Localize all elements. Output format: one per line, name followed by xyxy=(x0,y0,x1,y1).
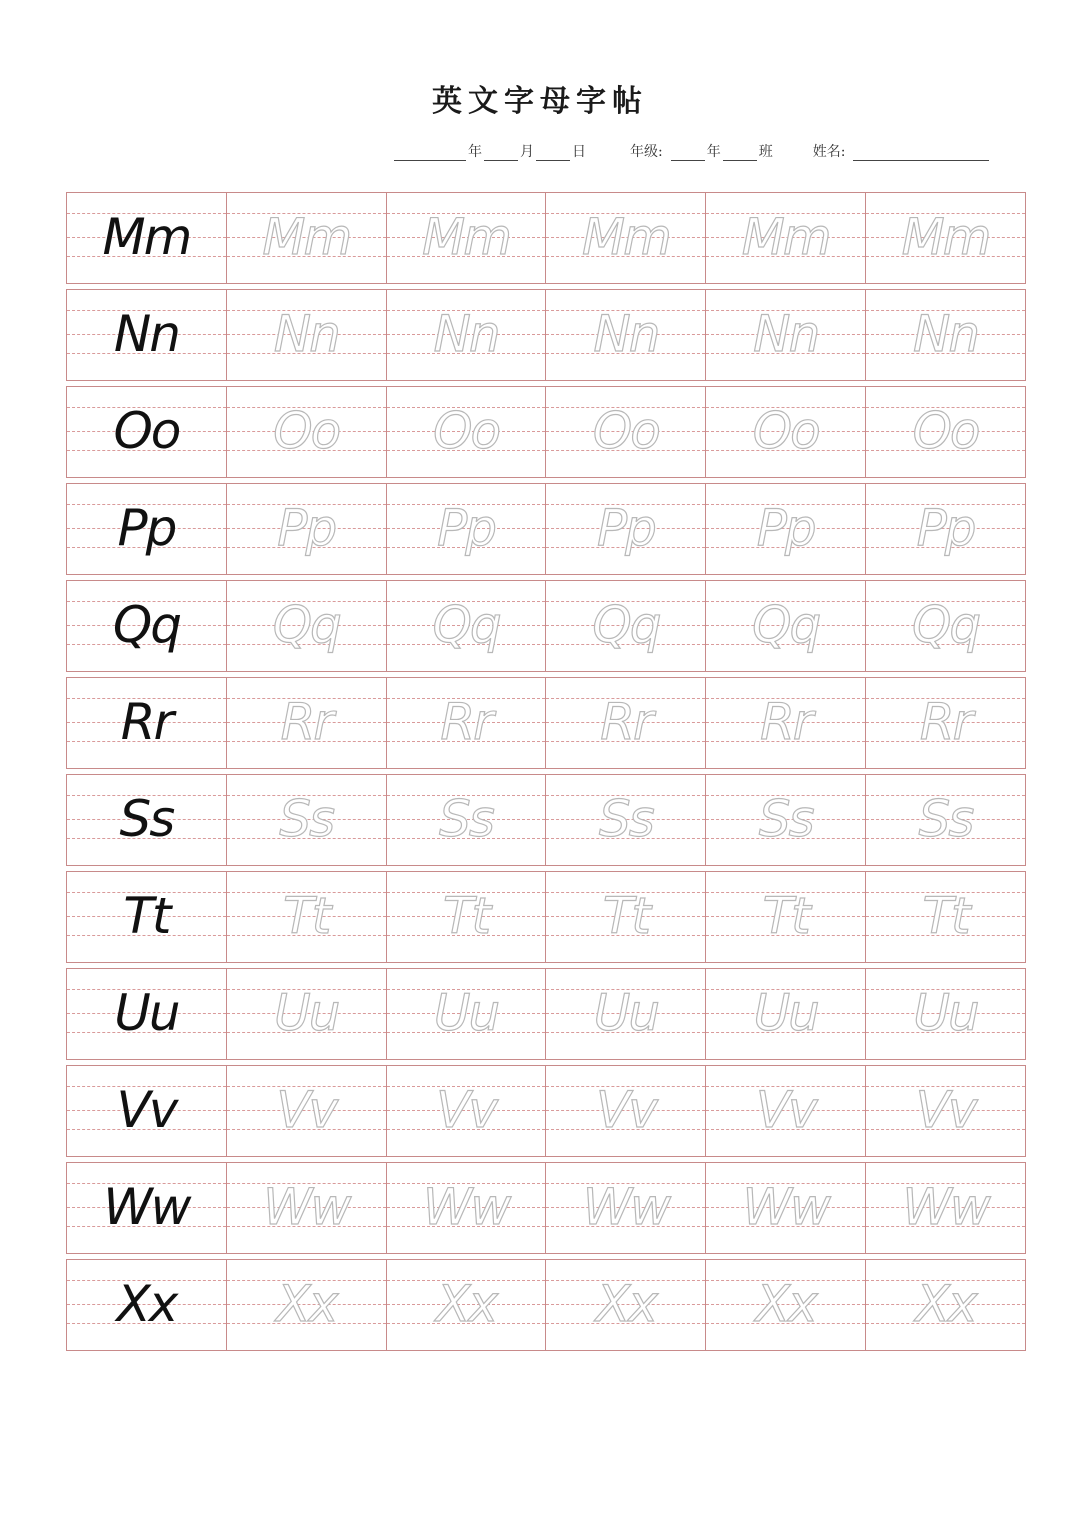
tracing-cell[interactable] xyxy=(386,678,546,768)
trace-letters: Rr xyxy=(919,693,972,751)
date-day-label: 日 xyxy=(572,144,586,160)
practice-row xyxy=(66,1065,1026,1157)
trace-letters: Ww xyxy=(263,1178,350,1236)
model-cell xyxy=(67,969,226,1059)
tracing-cell[interactable] xyxy=(226,290,386,380)
trace-letters: Ss xyxy=(599,790,653,848)
trace-letters: Vv xyxy=(276,1081,337,1139)
trace-letters: Xx xyxy=(276,1275,337,1333)
name-label: 姓名: xyxy=(812,144,846,160)
date-year-blank[interactable] xyxy=(394,144,466,161)
model-cell xyxy=(67,193,226,283)
model-letters: Ss xyxy=(119,790,174,848)
trace-letters: Ww xyxy=(582,1178,670,1236)
grade-label: 年级: xyxy=(630,144,663,160)
tracing-cell[interactable] xyxy=(865,581,1025,671)
tracing-cell[interactable] xyxy=(545,581,705,671)
trace-letters: Nn xyxy=(753,305,819,363)
tracing-cell[interactable] xyxy=(545,775,705,865)
tracing-cell[interactable] xyxy=(386,1066,546,1156)
practice-row xyxy=(66,871,1026,963)
model-cell xyxy=(67,484,226,574)
model-cell xyxy=(67,387,226,477)
practice-row xyxy=(66,1259,1026,1351)
trace-letters: Rr xyxy=(440,693,492,751)
tracing-cell[interactable] xyxy=(545,1260,705,1350)
trace-letters: Oo xyxy=(273,402,340,460)
tracing-cell[interactable] xyxy=(865,484,1025,574)
tracing-cell[interactable] xyxy=(226,1163,386,1253)
tracing-cell[interactable] xyxy=(386,1163,546,1253)
model-cell xyxy=(67,1066,226,1156)
page-title: 英文字母字帖 xyxy=(432,84,648,119)
tracing-cell[interactable] xyxy=(545,678,705,768)
practice-grid xyxy=(66,192,1026,1356)
tracing-cell[interactable] xyxy=(705,1066,865,1156)
trace-letters: Xx xyxy=(755,1275,816,1333)
trace-letters: Tt xyxy=(922,887,969,945)
trace-letters: Nn xyxy=(433,305,499,363)
date-month-blank[interactable] xyxy=(484,144,518,161)
tracing-cell[interactable] xyxy=(386,1260,546,1350)
trace-letters: Ss xyxy=(758,790,813,848)
practice-row xyxy=(66,580,1026,672)
model-cell xyxy=(67,872,226,962)
model-letters: Qq xyxy=(112,596,180,654)
tracing-cell[interactable] xyxy=(226,969,386,1059)
model-letters: Tt xyxy=(123,887,170,945)
grade-year-label: 年 xyxy=(706,144,721,160)
tracing-cell[interactable] xyxy=(545,1163,705,1253)
trace-letters: Uu xyxy=(753,984,818,1042)
trace-letters: Ww xyxy=(742,1178,829,1236)
trace-letters: Qq xyxy=(272,596,340,654)
tracing-cell[interactable] xyxy=(386,290,546,380)
model-letters: Pp xyxy=(117,499,176,557)
tracing-cell[interactable] xyxy=(705,872,865,962)
tracing-cell[interactable] xyxy=(705,484,865,574)
tracing-cell[interactable] xyxy=(386,581,546,671)
tracing-cell[interactable] xyxy=(705,969,865,1059)
trace-letters: Mm xyxy=(901,208,990,266)
trace-letters: Vv xyxy=(436,1081,496,1139)
trace-letters: Tt xyxy=(762,887,809,945)
trace-letters: Vv xyxy=(915,1081,976,1139)
tracing-cell[interactable] xyxy=(226,775,386,865)
tracing-cell[interactable] xyxy=(386,775,546,865)
tracing-cell[interactable] xyxy=(226,1260,386,1350)
tracing-cell[interactable] xyxy=(545,872,705,962)
model-letters: Ww xyxy=(103,1178,190,1236)
tracing-cell[interactable] xyxy=(865,969,1025,1059)
trace-letters: Rr xyxy=(760,693,812,751)
tracing-cell[interactable] xyxy=(705,193,865,283)
trace-letters: Oo xyxy=(752,402,819,460)
trace-letters: Uu xyxy=(593,984,659,1042)
tracing-cell[interactable] xyxy=(545,484,705,574)
tracing-cell[interactable] xyxy=(226,387,386,477)
trace-letters: Tt xyxy=(283,887,330,945)
trace-letters: Qq xyxy=(752,596,820,654)
tracing-cell[interactable] xyxy=(865,1066,1025,1156)
trace-letters: Uu xyxy=(913,984,978,1042)
class-label: 班 xyxy=(758,144,773,160)
model-letters: Mm xyxy=(102,208,191,266)
tracing-cell[interactable] xyxy=(865,775,1025,865)
trace-letters: Mm xyxy=(581,208,670,266)
model-cell xyxy=(67,581,226,671)
tracing-cell[interactable] xyxy=(386,969,546,1059)
model-cell xyxy=(67,775,226,865)
trace-letters: Ss xyxy=(439,790,493,848)
trace-letters: Mm xyxy=(422,208,510,266)
tracing-cell[interactable] xyxy=(865,1260,1025,1350)
trace-letters: Oo xyxy=(912,402,979,460)
trace-letters: Mm xyxy=(262,208,351,266)
trace-letters: Nn xyxy=(593,305,659,363)
tracing-cell[interactable] xyxy=(705,1260,865,1350)
class-blank[interactable] xyxy=(723,144,757,161)
tracing-cell[interactable] xyxy=(865,387,1025,477)
model-letters: Rr xyxy=(120,693,173,751)
date-month-label: 月 xyxy=(520,144,534,160)
trace-letters: Ss xyxy=(279,790,334,848)
tracing-cell[interactable] xyxy=(865,1163,1025,1253)
tracing-cell[interactable] xyxy=(705,775,865,865)
model-cell xyxy=(67,1163,226,1253)
trace-letters: Qq xyxy=(432,596,500,654)
model-letters: Nn xyxy=(113,305,179,363)
tracing-cell[interactable] xyxy=(545,1066,705,1156)
trace-letters: Uu xyxy=(433,984,499,1042)
tracing-cell[interactable] xyxy=(226,484,386,574)
tracing-cell[interactable] xyxy=(386,193,546,283)
tracing-cell[interactable] xyxy=(705,678,865,768)
tracing-cell[interactable] xyxy=(226,678,386,768)
practice-row xyxy=(66,968,1026,1060)
model-cell xyxy=(67,1260,226,1350)
tracing-cell[interactable] xyxy=(226,1066,386,1156)
model-letters: Uu xyxy=(114,984,179,1042)
tracing-cell[interactable] xyxy=(865,872,1025,962)
practice-row xyxy=(66,192,1026,284)
trace-letters: Oo xyxy=(592,402,659,460)
trace-letters: Ww xyxy=(422,1178,510,1236)
trace-letters: Rr xyxy=(600,693,652,751)
trace-letters: Qq xyxy=(912,596,980,654)
tracing-cell[interactable] xyxy=(226,872,386,962)
tracing-cell[interactable] xyxy=(226,193,386,283)
trace-letters: Pp xyxy=(437,499,496,557)
tracing-cell[interactable] xyxy=(545,290,705,380)
trace-letters: Pp xyxy=(916,499,975,557)
trace-letters: Ww xyxy=(902,1178,989,1236)
tracing-cell[interactable] xyxy=(865,290,1025,380)
trace-letters: Tt xyxy=(442,887,490,945)
trace-letters: Uu xyxy=(274,984,339,1042)
tracing-cell[interactable] xyxy=(865,193,1025,283)
practice-row xyxy=(66,483,1026,575)
practice-row xyxy=(66,1162,1026,1254)
trace-letters: Pp xyxy=(277,499,336,557)
grade-year-blank[interactable] xyxy=(671,144,705,161)
tracing-cell[interactable] xyxy=(386,872,546,962)
practice-row xyxy=(66,774,1026,866)
trace-letters: Oo xyxy=(433,402,500,460)
model-letters: Oo xyxy=(113,402,180,460)
trace-letters: Vv xyxy=(596,1081,656,1139)
trace-letters: Mm xyxy=(741,208,830,266)
tracing-cell[interactable] xyxy=(545,193,705,283)
header-info xyxy=(392,141,991,161)
tracing-cell[interactable] xyxy=(705,1163,865,1253)
trace-letters: Nn xyxy=(913,305,979,363)
tracing-cell[interactable] xyxy=(545,387,705,477)
trace-letters: Pp xyxy=(756,499,815,557)
model-letters: Xx xyxy=(116,1275,177,1333)
trace-letters: Xx xyxy=(915,1275,976,1333)
trace-letters: Vv xyxy=(755,1081,816,1139)
practice-row xyxy=(66,386,1026,478)
model-cell xyxy=(67,678,226,768)
tracing-cell[interactable] xyxy=(386,484,546,574)
tracing-cell[interactable] xyxy=(705,290,865,380)
trace-letters: Xx xyxy=(436,1275,496,1333)
tracing-cell[interactable] xyxy=(226,581,386,671)
tracing-cell[interactable] xyxy=(386,387,546,477)
trace-letters: Ss xyxy=(918,790,973,848)
trace-letters: Nn xyxy=(273,305,339,363)
practice-row xyxy=(66,289,1026,381)
trace-letters: Qq xyxy=(592,596,660,654)
trace-letters: Xx xyxy=(595,1275,656,1333)
model-cell xyxy=(67,290,226,380)
tracing-cell[interactable] xyxy=(545,969,705,1059)
name-blank[interactable] xyxy=(853,144,989,161)
trace-letters: Tt xyxy=(602,887,649,945)
date-day-blank[interactable] xyxy=(536,144,570,161)
trace-letters: Pp xyxy=(596,499,655,557)
tracing-cell[interactable] xyxy=(865,678,1025,768)
practice-row xyxy=(66,677,1026,769)
date-year-label: 年 xyxy=(468,144,482,160)
trace-letters: Rr xyxy=(280,693,332,751)
tracing-cell[interactable] xyxy=(705,581,865,671)
tracing-cell[interactable] xyxy=(705,387,865,477)
model-letters: Vv xyxy=(116,1081,177,1139)
